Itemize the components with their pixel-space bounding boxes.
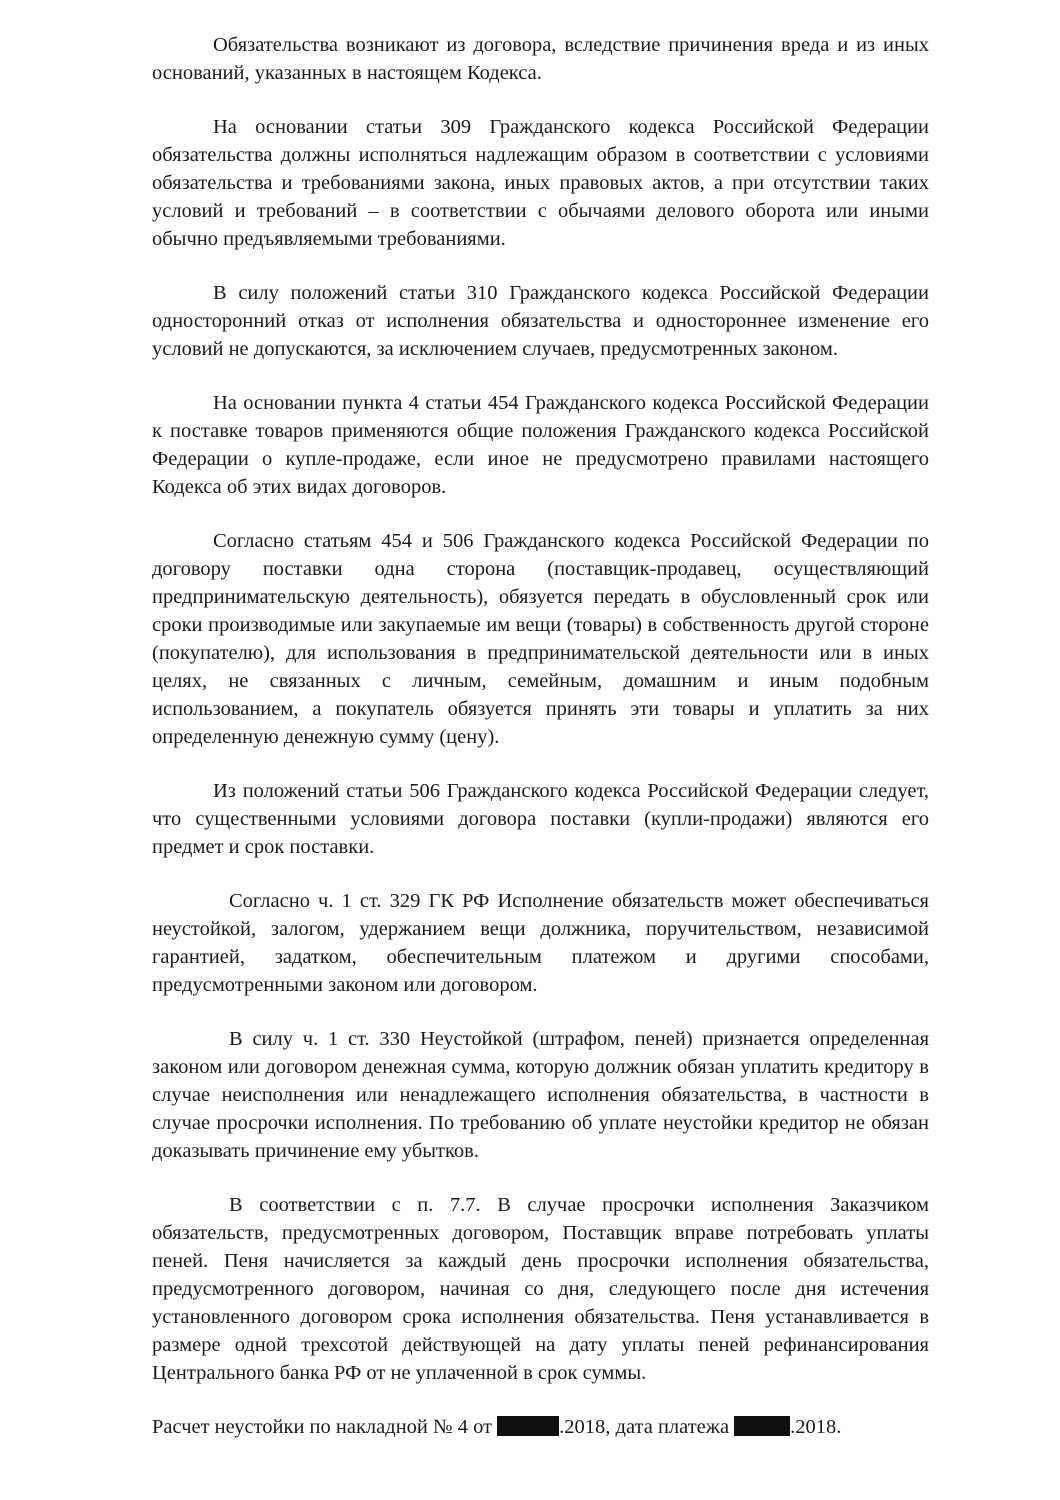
calculation-suffix: . [836, 1416, 842, 1438]
paragraph-article-310: В силу положений статьи 310 Гражданского кодекса Российской Федерации односторонний отказ от исполнения обязательства и одностороннее изменение его условий не допускаются, за исключением случаев, предусмотренных законом. [152, 282, 929, 360]
paragraph-article-330: В силу ч. 1 ст. 330 Неустойкой (штрафом, пеней) признается определенная законом или договором денежная сумма, которую должник обязан уплатить кредитору в случае неисполнения или ненадлежащего исполнения обязательства, в частности в случае просрочки исполнения. По требованию об уплате неустойки кредитор не обязан доказывать причинение ему убытков. [152, 1028, 929, 1162]
invoice-date-year: .2018 [559, 1416, 606, 1438]
paragraph-article-309: На основании статьи 309 Гражданского кодекса Российской Федерации обязательства должны исполняться надлежащим образом в соответствии с условиями обязательства и требованиями закона, иных правовых актов, а при отсутствии таких условий и требований – в соответствии с обычаями делового оборота или иными обычно предъявляемыми требованиями. [152, 116, 929, 250]
penalty-calculation-line [152, 1413, 929, 1441]
paragraph-article-506: Из положений статьи 506 Гражданского кодекса Российской Федерации следует, что существенными условиями договора поставки (купли-продажи) являются его предмет и срок поставки. [152, 780, 929, 858]
document-body [152, 31, 929, 1467]
redaction-block [734, 1416, 790, 1436]
paragraph-article-454-p4: На основании пункта 4 статьи 454 Гражданского кодекса Российской Федерации к поставке товаров применяются общие положения Гражданского кодекса Российской Федерации о купле-продаже, если иное не предусмотрено правилами настоящего Кодекса об этих видах договоров. [152, 392, 929, 498]
paragraph-articles-454-506: Согласно статьям 454 и 506 Гражданского кодекса Российской Федерации по договору поставки одна сторона (поставщик-продавец, осуществляющий предпринимательскую деятельность), обязуется передать в обусловленный срок или сроки производимые или закупаемые им вещи (товары) в собственность другой стороне (покупателю), для использования в предпринимательской деятельности или в иных целях, не связанных с личным, семейным, домашним и иным подобным использованием, а покупатель обязуется принять эти товары и уплатить за них определенную денежную сумму (цену). [152, 530, 929, 748]
paragraph-clause-7-7: В соответствии с п. 7.7. В случае просрочки исполнения Заказчиком обязательств, предусмотренных договором, Поставщик вправе потребовать уплаты пеней. Пеня начисляется за каждый день просрочки исполнения обязательства, предусмотренного договором, начиная со дня, следующего после дня истечения установленного договором срока исполнения обязательства. Пеня устанавливается в размере одной трехсотой действующей на дату уплаты пеней рефинансирования Центрального банка РФ от не уплаченной в срок суммы. [152, 1194, 929, 1384]
calculation-middle: , дата платежа [605, 1416, 735, 1438]
calculation-prefix: Расчет неустойки по накладной № 4 от [152, 1416, 498, 1438]
paragraph-obligations-origin: Обязательства возникают из договора, вследствие причинения вреда и из иных оснований, указанных в настоящем Кодекса. [152, 34, 929, 84]
paragraph-article-329: Согласно ч. 1 ст. 329 ГК РФ Исполнение обязательств может обеспечиваться неустойкой, залогом, удержанием вещи должника, поручительством, независимой гарантией, задатком, обеспечительным платежом и другими способами, предусмотренными законом или договором. [152, 890, 929, 996]
payment-date-year: .2018 [790, 1416, 837, 1438]
redaction-block [497, 1416, 559, 1436]
